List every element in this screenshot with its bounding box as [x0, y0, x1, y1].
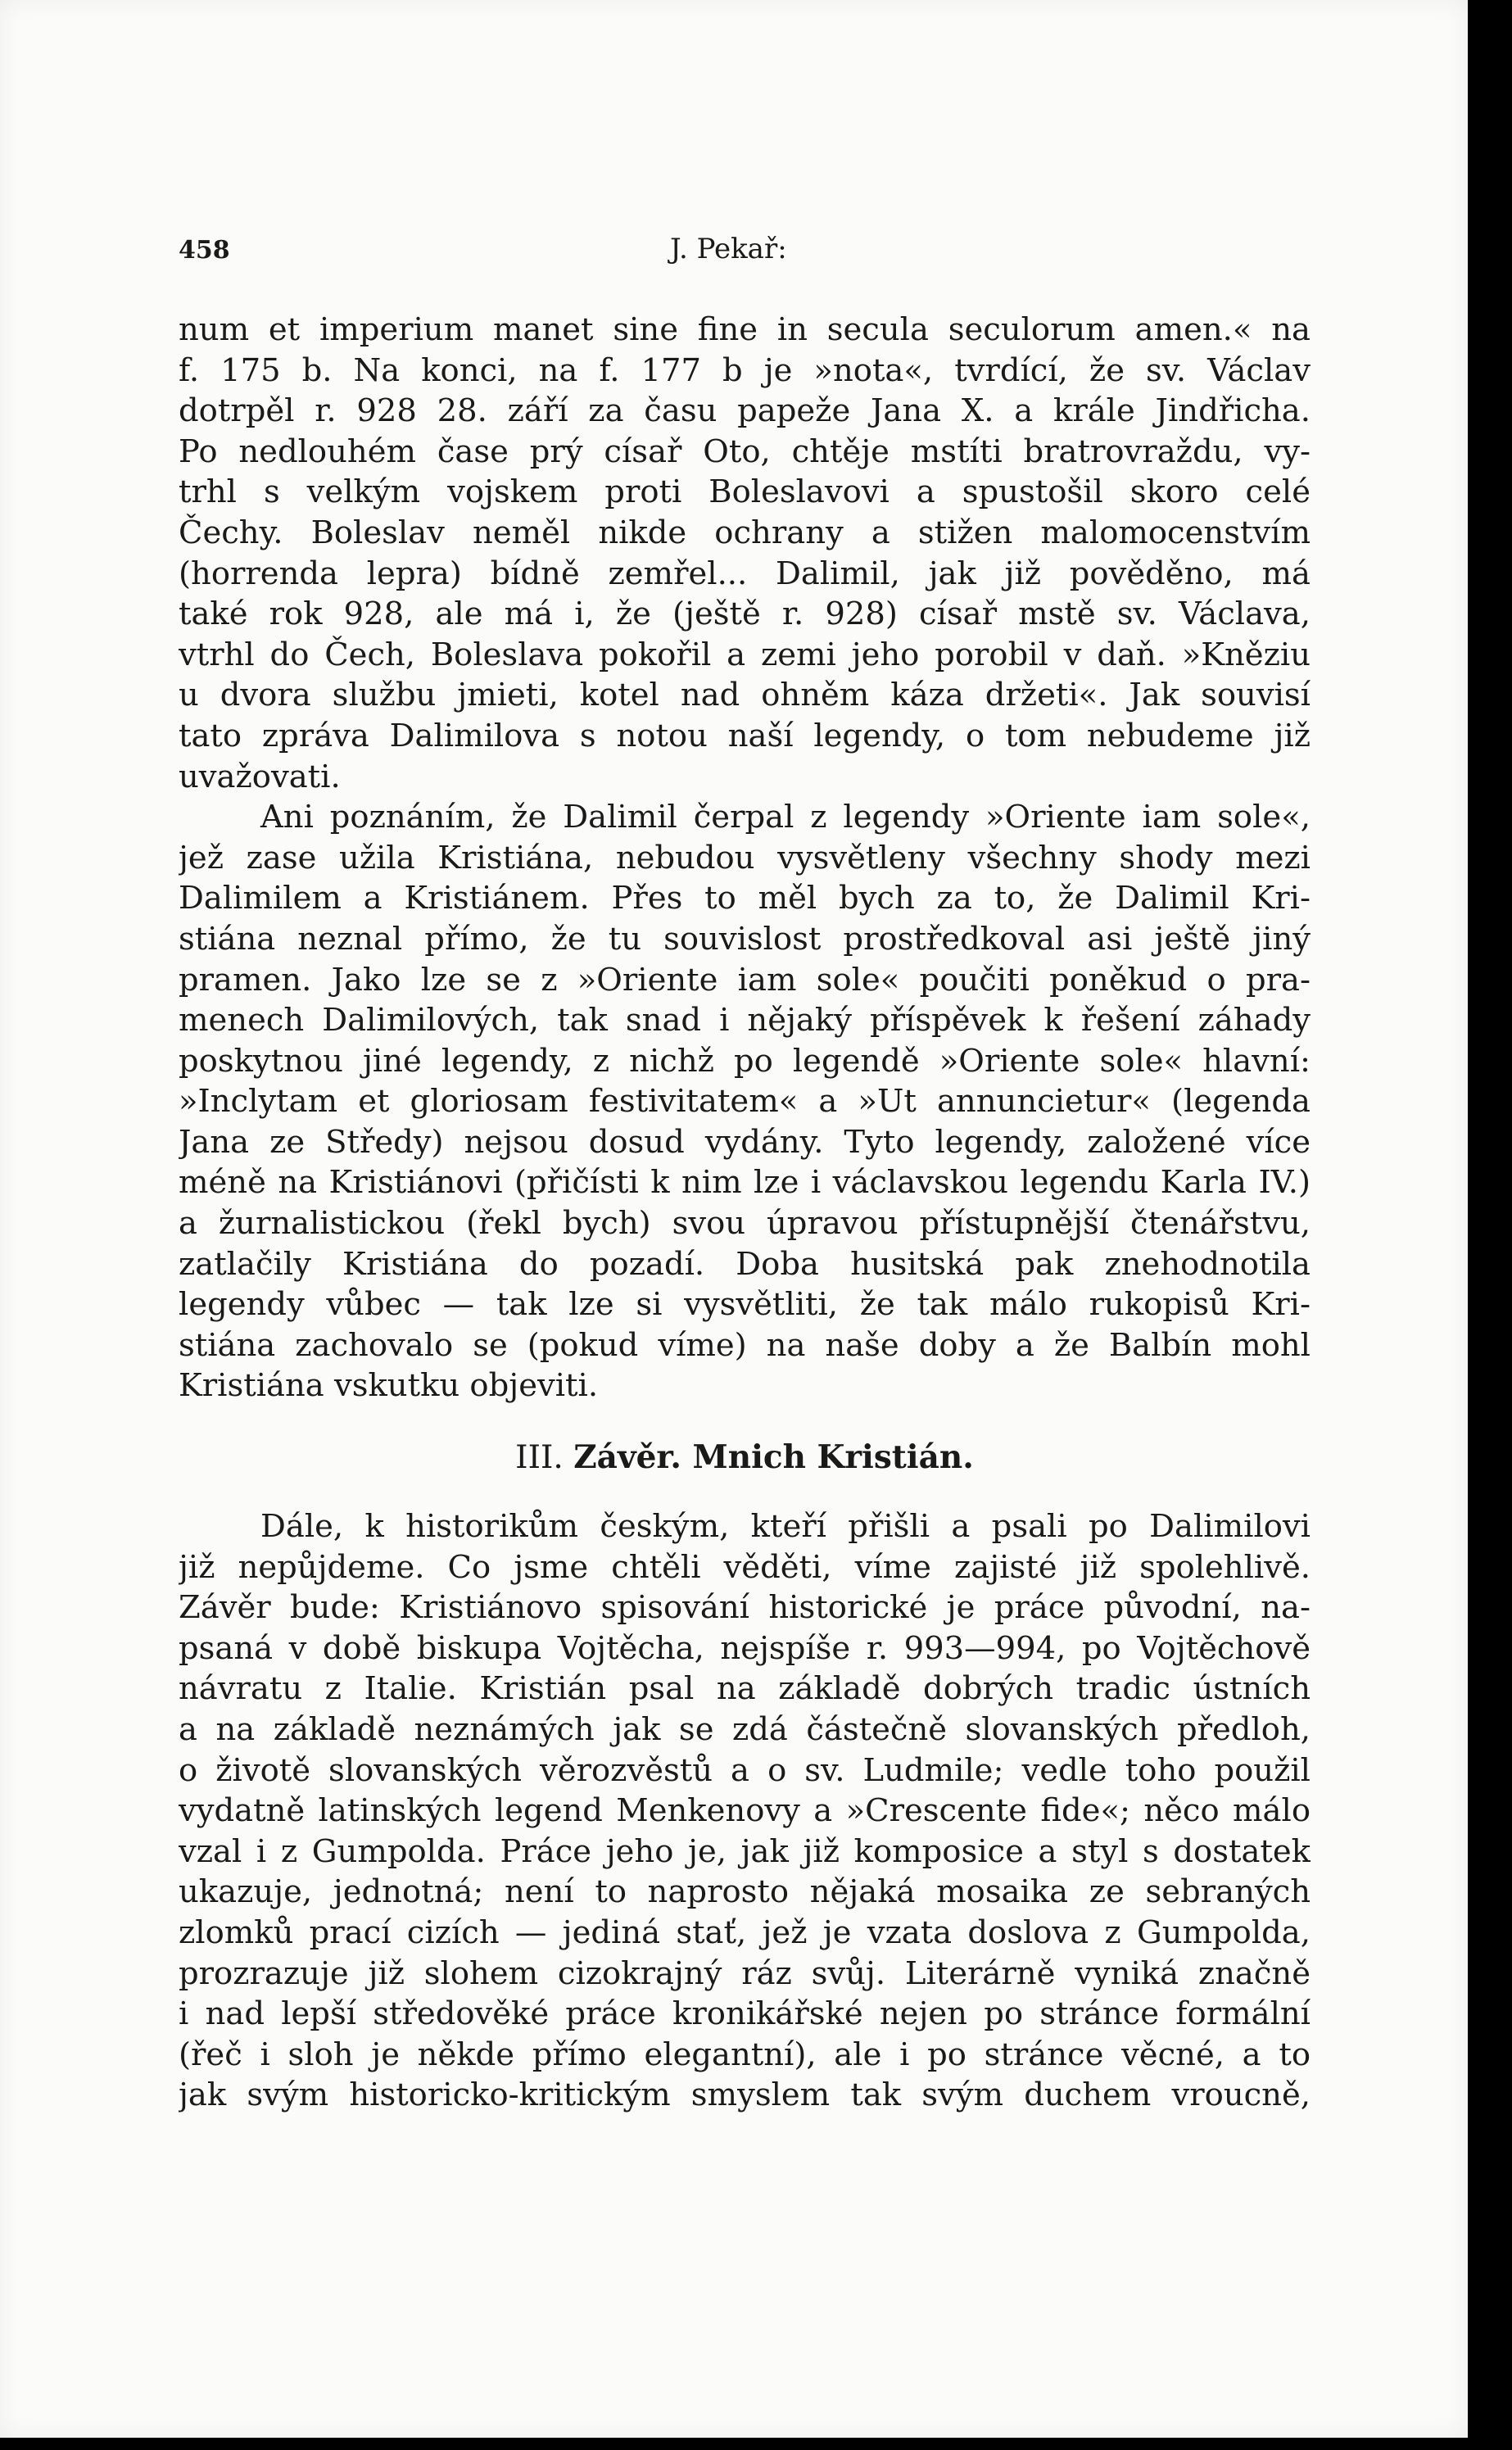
text-line: u dvora službu jmieti, kotel nad ohněm káza držeti«. Jak souvisí	[179, 677, 1311, 714]
text-line: menech Dalimilových, tak snad i nějaký příspěvek k řešení záhady	[179, 1002, 1311, 1039]
text-line: dotrpěl r. 928 28. září za času papeže Jana X. a krále Jindřicha.	[179, 392, 1311, 430]
text-line: vtrhl do Čech, Boleslava pokořil a zemi jeho porobil v daň. »Kněziu	[179, 636, 1311, 673]
text-line: méně na Kristiánovi (přičísti k nim lze i václavskou legendu Karla IV.)	[179, 1164, 1311, 1202]
text-line: vzal i z Gumpolda. Práce jeho je, jak již komposice a styl s dostatek	[179, 1832, 1311, 1870]
section-heading	[179, 1406, 1311, 1506]
text-line: i nad lepší středověké práce kronikářské nejen po stránce formální	[179, 1995, 1311, 2033]
text-line: o životě slovanských věrozvěstů a o sv. Ludmile; vedle toho použil	[179, 1751, 1311, 1789]
text-line: jež zase užila Kristiána, nebudou vysvětleny všechny shody mezi	[179, 839, 1311, 876]
text-line: zatlačily Kristiána do pozadí. Doba husitská pak znehodnotila	[179, 1245, 1311, 1283]
text-line: zlomků prací cizích — jediná stať, jež je vzata doslova z Gumpolda,	[179, 1913, 1311, 1951]
text-line: pramen. Jako lze se z »Oriente iam sole« poučiti poněkud o pra-	[179, 961, 1311, 999]
text-line: Závěr bude: Kristiánovo spisování historické je práce původní, na-	[179, 1589, 1311, 1627]
text-line: vydatně latinských legend Menkenovy a »Crescente fide«; něco málo	[179, 1792, 1311, 1830]
text-line: a na základě neznámých jak se zdá částečně slovanských předloh,	[179, 1711, 1311, 1748]
text-line: Po nedlouhém čase prý císař Oto, chtěje mstíti bratrovraždu, vy-	[179, 432, 1311, 470]
text-line: trhl s velkým vojskem proti Boleslavovi a spustošil skoro celé	[179, 473, 1311, 511]
text-line: f. 175 b. Na konci, na f. 177 b je »nota«, tvrdící, že sv. Václav	[179, 351, 1311, 389]
text-line: Jana ze Středy) nejsou dosud vydány. Tyto legendy, založené více	[179, 1123, 1311, 1161]
text-line: Čechy. Boleslav neměl nikde ochrany a stižen malomocenstvím	[179, 514, 1311, 551]
page-header	[179, 233, 1311, 275]
text-line: ukazuje, jednotná; není to naprosto nějaká mosaika ze sebraných	[179, 1873, 1311, 1911]
text-line: legendy vůbec — tak lze si vysvětliti, že tak málo rukopisů Kri-	[179, 1286, 1311, 1324]
text-line: Kristiána vskutku objeviti.	[179, 1367, 599, 1405]
running-head: J. Pekař:	[670, 233, 787, 265]
text-line: tato zpráva Dalimilova s notou naší legendy, o tom nebudeme již	[179, 717, 1311, 754]
section-title: Závěr. Mnich Kristián.	[573, 1438, 974, 1477]
text-line: Dále, k historikům českým, kteří přišli a psali po Dalimilovi	[260, 1508, 1311, 1546]
text-line: návratu z Italie. Kristián psal na základě dobrých tradic ústních	[179, 1670, 1311, 1708]
text-line: a žurnalistickou (řekl bych) svou úpravou přístupnější čtenářstvu,	[179, 1205, 1311, 1243]
text-line: »Inclytam et gloriosam festivitatem« a »Ut annuncietur« (legenda	[179, 1083, 1311, 1121]
text-line: stiána zachovalo se (pokud víme) na naše doby a že Balbín mohl	[179, 1326, 1311, 1364]
text-line: jak svým historicko-kritickým smyslem tak svým duchem vroucně,	[179, 2076, 1311, 2114]
text-line: také rok 928, ale má i, že (ještě r. 928) císař mstě sv. Václava,	[179, 596, 1311, 633]
text-line: již nepůjdeme. Co jsme chtěli věděti, víme zajisté již spolehlivě.	[179, 1548, 1311, 1586]
text-line: Ani poznáním, že Dalimil čerpal z legendy »Oriente iam sole«,	[260, 799, 1311, 836]
text-line: (řeč i sloh je někde přímo elegantní), ale i po stránce věcné, a to	[179, 2036, 1311, 2073]
text-line: Dalimilem a Kristiánem. Přes to měl bych za to, že Dalimil Kri-	[179, 880, 1311, 917]
body-text	[179, 310, 1311, 2116]
text-line: num et imperium manet sine fine in secula seculorum amen.« na	[179, 311, 1311, 348]
text-line: stiána neznal přímo, že tu souvislost prostředkoval asi ještě jiný	[179, 920, 1311, 958]
page-number: 458	[179, 236, 230, 265]
text-line: poskytnou jiné legendy, z nichž po legendě »Oriente sole« hlavní:	[179, 1042, 1311, 1080]
section-number: III.	[515, 1439, 564, 1477]
text-line: uvažovati.	[179, 758, 341, 795]
text-line: psaná v době biskupa Vojtěcha, nejspíše r. 993—994, po Vojtěchově	[179, 1629, 1311, 1667]
text-line: prozrazuje již slohem cizokrajný ráz svůj. Literárně vyniká značně	[179, 1954, 1311, 1992]
text-line: (horrenda lepra) bídně zemřel... Dalimil, jak již pověděno, má	[179, 555, 1311, 592]
